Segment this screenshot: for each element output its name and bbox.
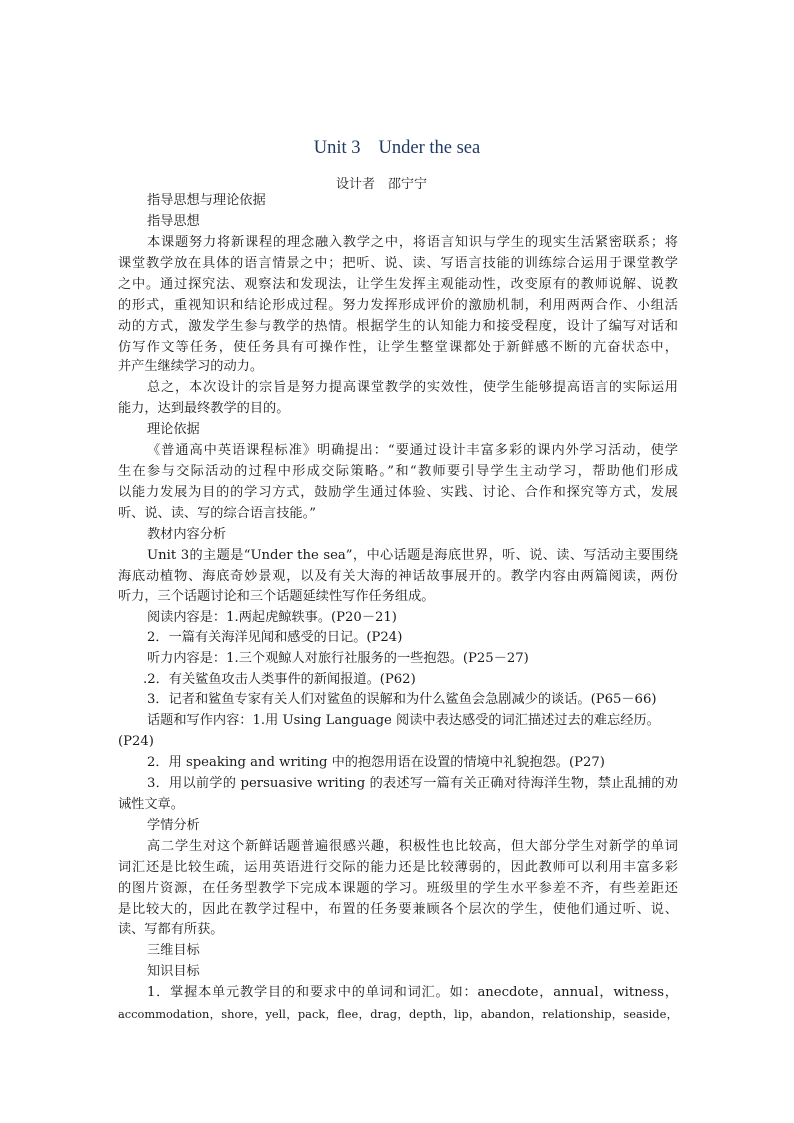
- paragraph-line: 课堂教学放在具体的语言情景之中；把听、说、读、写语言技能的训练综合运用于课堂教学: [118, 256, 678, 271]
- list-item: 1．掌握本单元教学目的和要求中的单词和词汇。如：anecdote，annual，witness，: [147, 985, 678, 1000]
- paragraph-line: 总之，本次设计的宗旨是努力提高课堂教学的实效性，使学生能够提高语言的实际运用: [147, 380, 678, 395]
- list-item: 听力内容是：1.三个观鲸人对旅行社服务的一些抱怨。(P25－27): [147, 651, 529, 666]
- list-item: accommodation，shore，yell，pack，flee，drag，depth，lip，abandon，relationship，seaside，: [118, 1007, 678, 1021]
- list-item: (P24): [118, 734, 154, 749]
- paragraph-line: 动的方式，激发学生参与教学的热情。根据学生的认知能力和接受程度，设计了编写对话和: [118, 319, 678, 334]
- section-heading: 指导思想与理论依据: [147, 193, 266, 208]
- paragraph-line: 高二学生对这个新鲜话题普遍很感兴趣，积极性也比较高，但大部分学生对新学的单词: [147, 839, 678, 854]
- paragraph-line: 之中。通过探究法、观察法和发现法，让学生发挥主观能动性，改变原有的教师说解、说教: [118, 277, 678, 292]
- title-name: Under the sea: [378, 138, 481, 158]
- title-unit: Unit 3: [313, 138, 361, 158]
- section-heading: 学情分析: [147, 818, 200, 833]
- list-item: 3．记者和鲨鱼专家有关人们对鲨鱼的误解和为什么鲨鱼会急剧减少的谈话。(P65－66): [147, 692, 657, 707]
- subsection-heading: 指导思想: [147, 214, 200, 229]
- subsection-heading: 知识目标: [147, 964, 200, 979]
- paragraph-line: Unit 3的主题是“Under the sea”，中心话题是海底世界，听、说、读、写活动主要围绕: [147, 548, 678, 563]
- paragraph-line: 并产生继续学习的动力。: [118, 359, 264, 374]
- paragraph-line: 以能力发展为目的的学习方式，鼓励学生通过体验、实践、讨论、合作和探究等方式，发展: [118, 485, 678, 500]
- paragraph-line: 本课题努力将新课程的理念融入教学之中，将语言知识与学生的现实生活紧密联系；将: [147, 235, 678, 250]
- list-item: .2．有关鲨鱼攻击人类事件的新闻报道。(P62): [143, 672, 416, 687]
- subsection-heading: 理论依据: [147, 422, 200, 437]
- list-item: 诫性文章。: [118, 797, 184, 812]
- paragraph-line: 海底动植物、海底奇妙景观，以及有关大海的神话故事展开的。教学内容由两篇阅读，两份: [118, 569, 678, 584]
- paragraph-line: 生在参与交际活动的过程中形成交际策略。”和“教师要引导学生主动学习，帮助他们形成: [118, 464, 678, 479]
- paragraph-line: 是比较大的，因此在教学过程中，布置的任务要兼顾各个层次的学生，使他们通过听、说、: [118, 902, 678, 917]
- list-item: 2．用 speaking and writing 中的抱怨用语在设置的情境中礼貌抱怨。(P27): [147, 755, 605, 770]
- paragraph-line: 读、写都有所获。: [118, 922, 224, 937]
- paragraph-line: 能力，达到最终教学的目的。: [118, 401, 290, 416]
- paragraph-line: 《普通高中英语课程标准》明确提出：“要通过设计丰富多彩的课内外学习活动，使学: [147, 443, 678, 458]
- list-item: 话题和写作内容：1.用 Using Language 阅读中表达感受的词汇描述过去的难忘经历。: [147, 713, 660, 728]
- section-heading: 三维目标: [147, 943, 200, 958]
- list-item: 阅读内容是：1.两起虎鲸轶事。(P20－21): [147, 610, 397, 625]
- list-item: 2．一篇有关海洋见闻和感受的日记。(P24): [147, 630, 403, 645]
- paragraph-line: 仿写作文等任务，使任务具有可操作性，让学生整堂课都处于新鲜感不断的亢奋状态中，: [118, 340, 678, 355]
- paragraph-line: 的图片资源，在任务型教学下完成本课题的学习。班级里的学生水平参差不齐，有些差距还: [118, 881, 678, 896]
- paragraph-line: 听力，三个话题讨论和三个话题延续性写作任务组成。: [118, 589, 435, 604]
- paragraph-line: 词汇还是比较生疏，运用英语进行交际的能力还是比较薄弱的，因此教师可以利用丰富多彩: [118, 860, 678, 875]
- page-title: [0, 138, 794, 159]
- list-item: 3．用以前学的 persuasive writing 的表述写一篇有关正确对待海洋生物，禁止乱捕的劝: [147, 776, 678, 791]
- section-heading: 教材内容分析: [147, 527, 227, 542]
- paragraph-line: 的形式，重视知识和结论形成过程。努力发挥形成评价的激励机制，利用两两合作、小组活: [118, 298, 678, 313]
- author-line: 设计者 邵宁宁: [336, 177, 428, 192]
- paragraph-line: 听、说、读、写的综合语言技能。”: [118, 506, 316, 521]
